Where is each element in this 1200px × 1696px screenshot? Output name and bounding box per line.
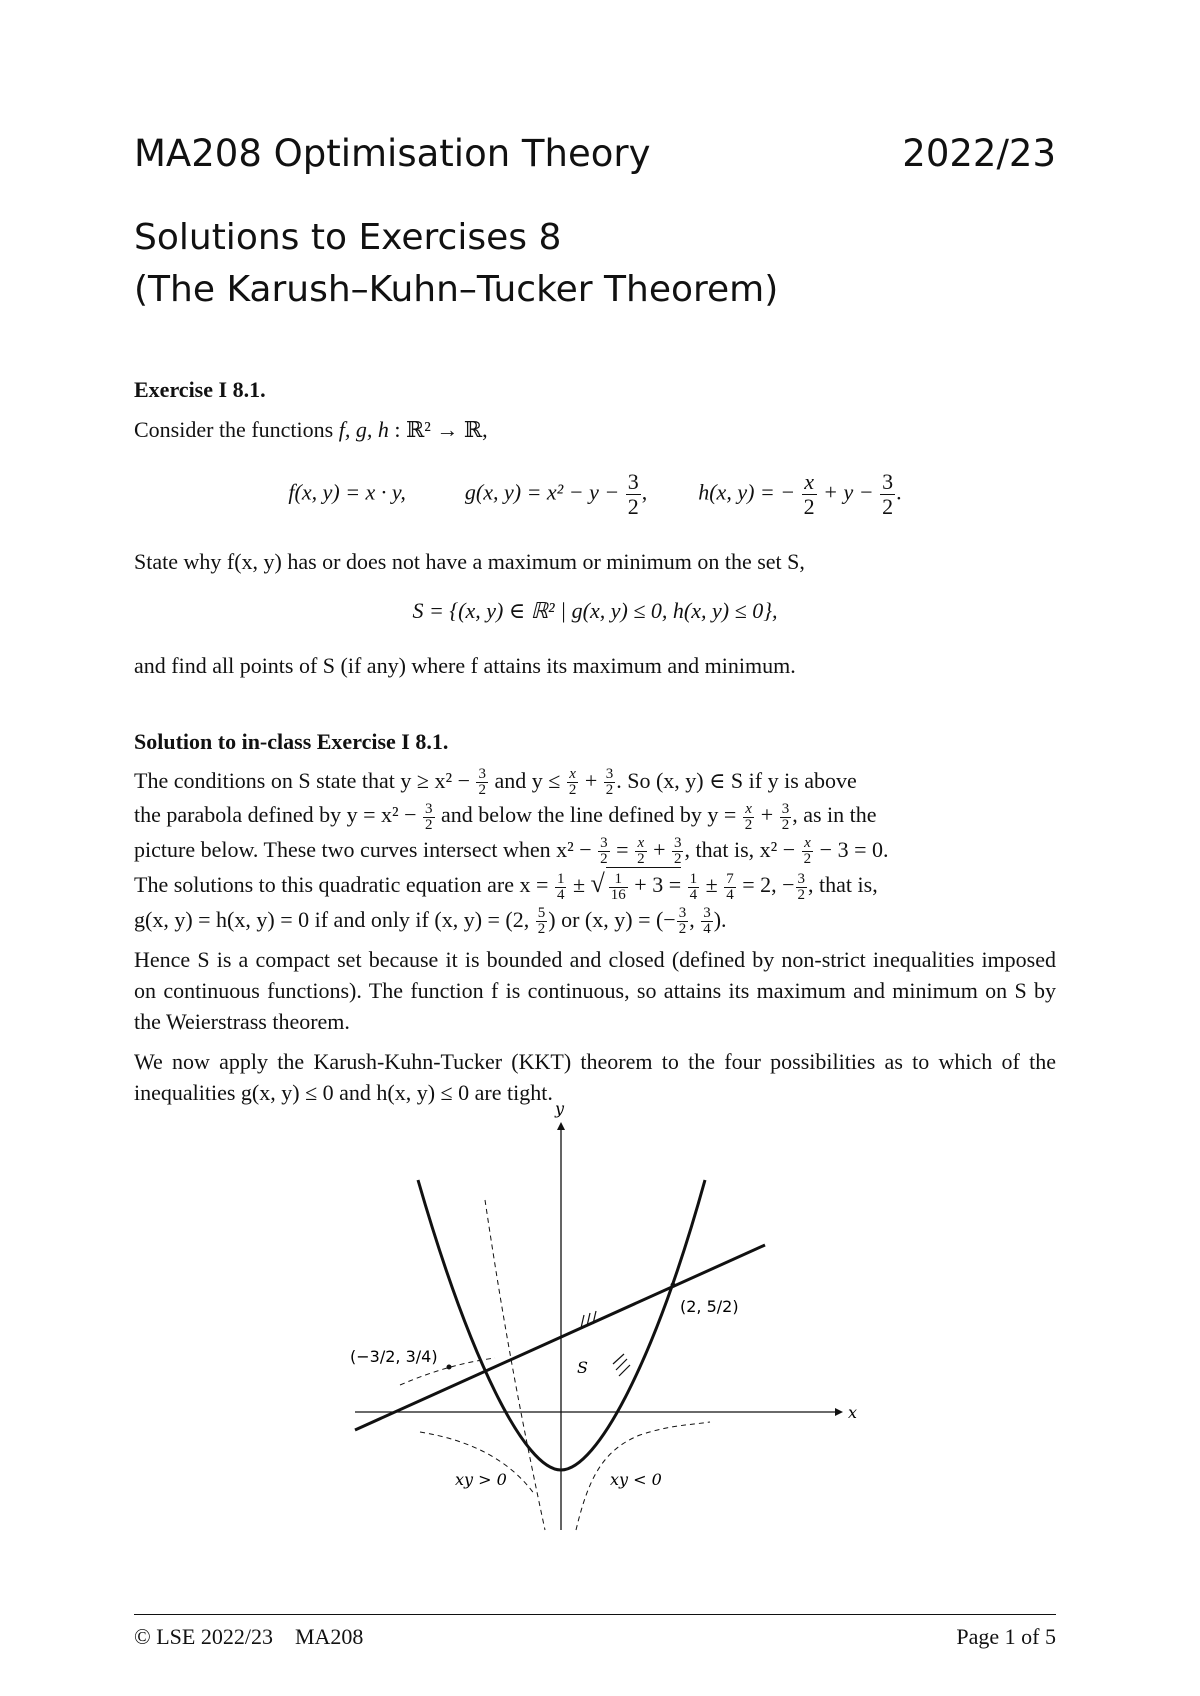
y-axis-label: y [555, 1100, 565, 1118]
constraint-line [355, 1245, 765, 1430]
sol-line-3: picture below. These two curves intersect when x² − $\frac{3}{2}$ = $\frac{x}{2}$ + $\frac{3}{2}$ , that is, x² − $\frac{x}{2}$ − 3 = 0. [134, 835, 889, 868]
course-title: MA208 Optimisation Theory [134, 132, 651, 175]
footer-page-number: Page 1 of 5 [956, 1624, 1056, 1649]
h-fraction-3: $\frac{3}{2}$ [882, 469, 894, 519]
function-mapping: : ℝ² → ℝ, [394, 417, 488, 442]
feasible-set-figure [340, 1100, 860, 1540]
set-definition: S = {(x, y) ∈ ℝ² | g(x, y) ≤ 0, h(x, y) ≤ 0}, [412, 598, 778, 623]
region-label-positive: xy > 0 [455, 1470, 507, 1489]
hatch-marks [581, 1311, 630, 1376]
title-line-2: (The Karush–Kuhn–Tucker Theorem) [134, 269, 779, 310]
region-label-S: S [577, 1358, 588, 1377]
intro-text: Consider the functions [134, 417, 334, 442]
state-why-text: State why f(x, y) has or does not have a maximum or minimum on the set S, [134, 549, 805, 574]
function-definitions: f(x, y) = x · y, g(x, y) = x² − y − $\frac{3}{2}$ , h(x, y) = − $\frac{x}{2}$ + y − $\frac{3}{2}$ . [288, 469, 902, 519]
y-axis-arrow [557, 1122, 565, 1130]
function-names: f, g, h [338, 417, 389, 442]
f-definition: f(x, y) = x · y, [288, 479, 406, 505]
intersection-point-right [671, 1283, 676, 1288]
sol-line-1: The conditions on S state that y ≥ x² − $\frac{3}{2}$ and y ≤ $\frac{x}{2}$ + $\frac{3}{2}$ . So (x, y) ∈ S if y is above [134, 766, 857, 799]
find-points-text: and find all points of S (if any) where f attains its maximum and minimum. [134, 653, 796, 678]
h-definition: h(x, y) = − [698, 479, 796, 505]
region-label-negative: xy < 0 [610, 1470, 662, 1489]
x-axis-label: x [848, 1403, 858, 1422]
sol-line-5: g(x, y) = h(x, y) = 0 if and only if (x, y) = (2, $\frac{5}{2}$ ) or (x, y) = (− $\frac{3}{2}$ , $\frac{3}{4}$ ). [134, 905, 727, 938]
footer-left: © LSE 2022/23 MA208 [134, 1624, 364, 1649]
g-fraction: $\frac{3}{2}$ [627, 469, 639, 519]
footer-rule [134, 1614, 1056, 1615]
solution-paragraph-1 [134, 764, 1056, 937]
exercise-heading: Exercise I 8.1. [134, 377, 266, 402]
course-year: 2022/23 [902, 132, 1056, 175]
sol-line-2: the parabola defined by y = x² − $\frac{3}{2}$ and below the line defined by y = $\frac{x}{2}$ + $\frac{3}{2}$ , as in the [134, 800, 877, 833]
solution-paragraph-3: We now apply the Karush-Kuhn-Tucker (KKT) theorem to the four possibilities as to which of the inequalities g(x, y) ≤ 0 and h(x, y) ≤ 0 are tight. [134, 1049, 1056, 1105]
x-axis-arrow [835, 1408, 843, 1416]
exercise-intro [134, 414, 1056, 445]
point-label-right: (2, 5/2) [680, 1297, 739, 1316]
g-definition: g(x, y) = x² − y − [464, 479, 620, 505]
intersection-point-left [447, 1365, 452, 1370]
solution-paragraph-2: Hence S is a compact set because it is bounded and closed (defined by non-strict inequalities imposed on continuous functions). The function f is continuous, so attains its maximum and minimum on S by the Weierstrass theorem. [134, 947, 1056, 1034]
point-label-left: (−3/2, 3/4) [350, 1347, 438, 1366]
document-title [134, 212, 778, 316]
title-line-1: Solutions to Exercises 8 [134, 217, 562, 258]
sol-line-4: The solutions to this quadratic equation are x = $\frac{1}{4}$ ± √ $\frac{1}{16}$ + 3 = $\frac{1}{4}$ ± $\frac{7}{4}$ = 2, − $\frac{3}{2}$ , that is, [134, 869, 878, 903]
h-fraction-x: $\frac{x}{2}$ [803, 469, 815, 519]
solution-heading: Solution to in-class Exercise I 8.1. [134, 729, 449, 754]
